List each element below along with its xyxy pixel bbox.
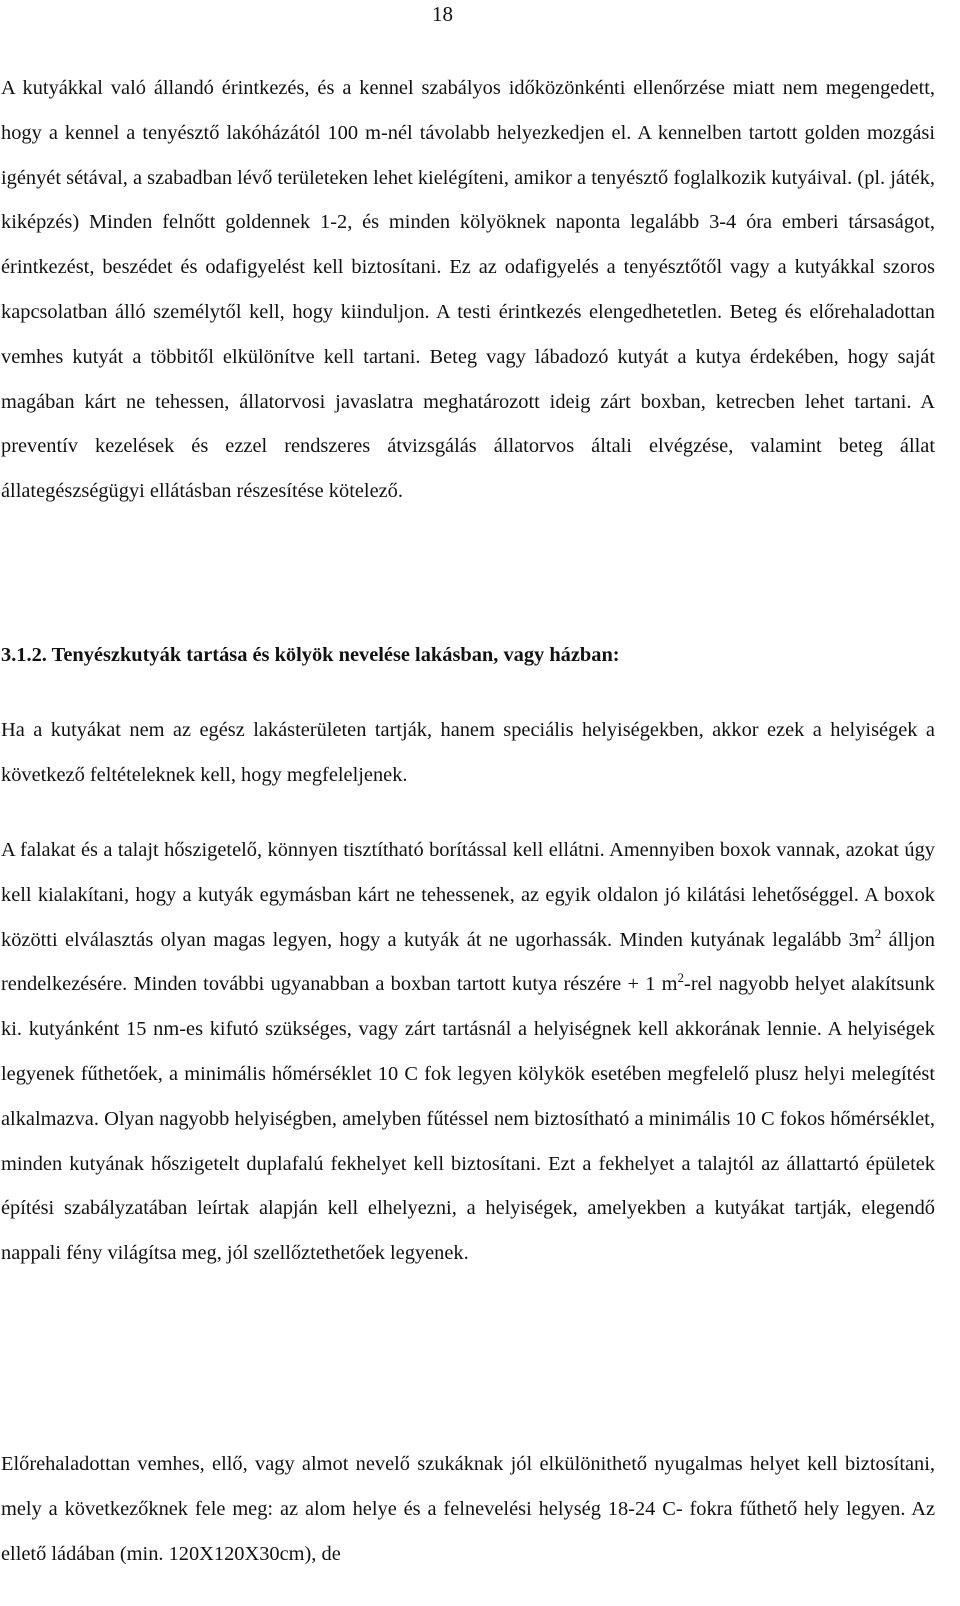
- paragraph-text-part: -rel nagyobb helyet alakítsunk ki. kutyánként 15 nm-es kifutó szükséges, vagy zárt tartásnál a helyiségnek kell akkorának lennie. A helyiségek legyenek fűthetőek, a minimális hőmérséklet 10 C fok legyen kölykök esetében megfelelő plusz helyi melegítést alkalmazva. Olyan nagyobb helyiségben, amelyben fűtéssel nem biztosítható a minimális 10 C fokos hőmérséklet, minden kutyának hőszigetelt duplafalú fekhelyet kell biztosítani. Ezt a fekhelyet a talajtól az állattartó épületek építési szabályzatában leírtak alapján kell elhelyezni, a helyiségek, amelyekben a kutyákat tartják, elegendő nappali fény világítsa meg, jól szellőztethetőek legyenek.: [1, 973, 935, 1265]
- paragraph-walls-and-boxes: [1, 828, 935, 1276]
- paragraph-pregnant-females: Előrehaladottan vemhes, ellő, vagy almot nevelő szukáknak jól elkülönithető nyugalmas helyet kell biztosítani, mely a következőknek fele meg: az alom helye és a felnevelési helység 18-24 C- fokra fűthető hely legyen. Az ellető ládában (min. 120X120X30cm), de: [1, 1453, 935, 1565]
- paragraph-kennel-contact: A kutyákkal való állandó érintkezés, és a kennel szabályos időközönkénti ellenőrzése miatt nem megengedett, hogy a kennel a tenyésztő lakóházától 100 m-nél távolabb helyezkedjen el. A kennelben tartott golden mozgási igényét sétával, a szabadban lévő területeken lehet kielégíteni, amikor a tenyésztő foglalkozik kutyáival. (pl. játék, kiképzés) Minden felnőtt goldennek 1-2, és minden kölyöknek naponta legalább 3-4 óra emberi társaságot, érintkezést, beszédet és odafigyelést kell biztosítani. Ez az odafigyelés a tenyésztőtől vagy a kutyákkal szoros kapcsolatban álló személytől kell, hogy kiinduljon. A testi érintkezés elengedhetetlen. Beteg és előrehaladottan vemhes kutyát a többitől elkülönítve kell tartani. Beteg vagy lábadozó kutyát a kutya érdekében, hogy saját magában kárt ne tehessen, állatorvosi javaslatra meghatározott ideig zárt boxban, ketrecben lehet tartani. A preventív kezelések és ezzel rendszeres átvizsgálás állatorvos általi elvégzése, valamint beteg állat állategészségügyi ellátásban részesítése kötelező.: [1, 77, 935, 503]
- superscript-squared: 2: [874, 925, 882, 941]
- paragraph-text-part: A falakat és a talajt hőszigetelő, könnyen tisztítható borítással kell ellátni. Amennyiben boxok vannak, azokat úgy kell kialakítani, hogy a kutyák egymásban kárt ne tehessenek, az egyik oldalon jó kilátási lehetőséggel. A boxok közötti elválasztás olyan magas legyen, hogy a kutyák át ne ugorhassák. Minden kutyának legalább 3m: [1, 839, 935, 951]
- section-heading: 3.1.2. Tenyészkutyák tartása és kölyök nevelése lakásban, vagy házban:: [1, 644, 620, 666]
- page-number: 18: [432, 2, 453, 26]
- paragraph-text-part: álljon rendelkezésére. Minden további ugyanabban a boxban tartott kutya részére + 1 m: [1, 928, 935, 996]
- superscript-squared: 2: [677, 970, 685, 986]
- paragraph-special-rooms: Ha a kutyákat nem az egész lakásterületen tartják, hanem speciális helyiségekben, akkor ezek a helyiségek a következő feltételeknek kell, hogy megfeleljenek.: [1, 719, 935, 786]
